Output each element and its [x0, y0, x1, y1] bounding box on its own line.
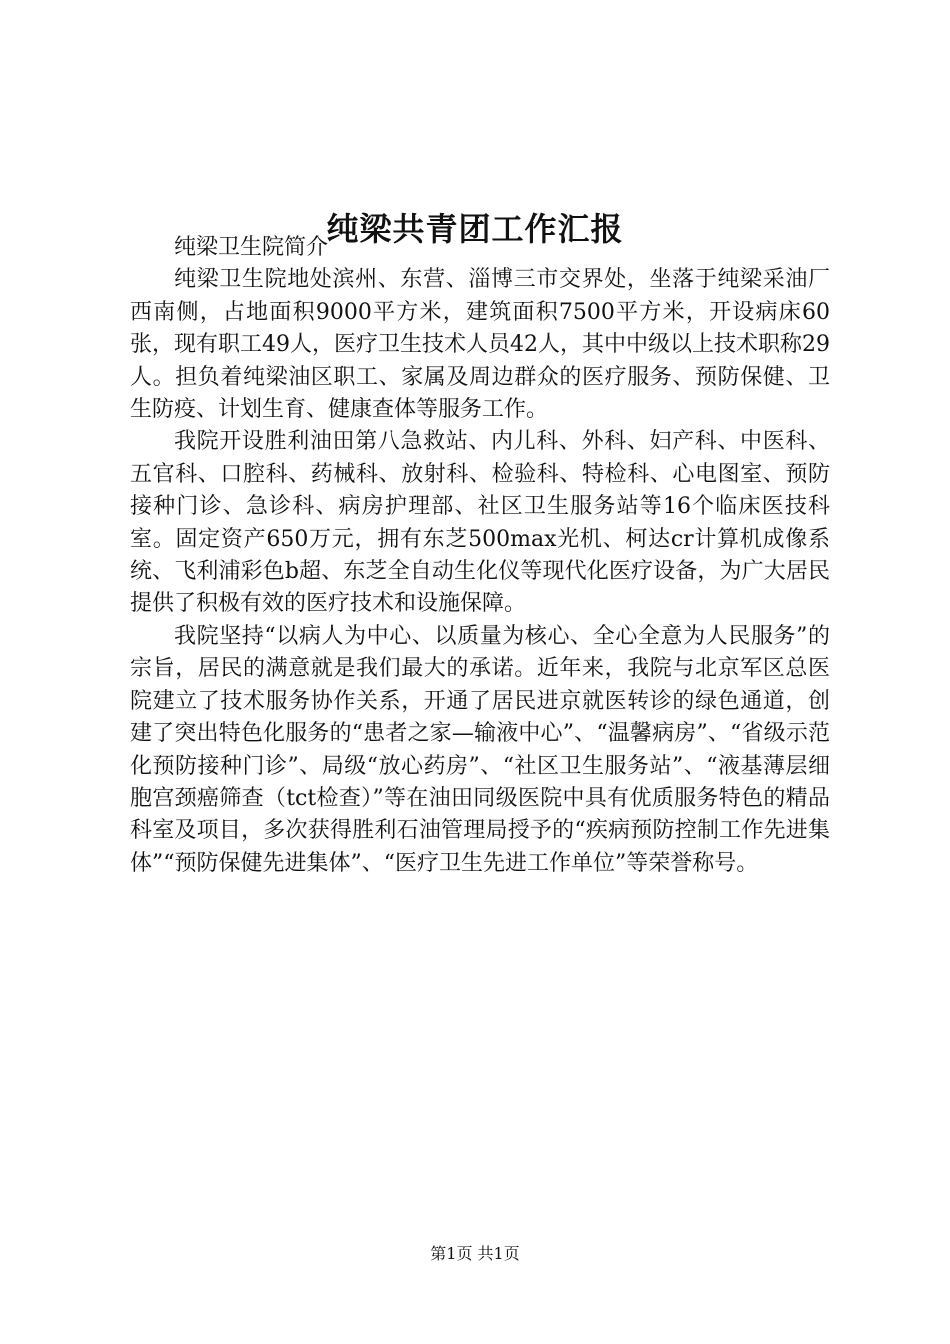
paragraph-service: 我院坚持“以病人为中心、以质量为核心、全心全意为人民服务”的宗旨，居民的满意就是我们最大的承诺。近年来，我院与北京军区总医院建立了技术服务协作关系，开通了居民进京就医转诊的绿色通道，创建了突出特色化服务的“患者之家—输液中心”、“温馨病房”、“省级示范化预防接种门诊”、局级“放心药房”、“社区卫生服务站”、“液基薄层细胞宫颈癌筛查（tct检查）”等在油田同级医院中具有优质服务特色的精品科室及项目，多次获得胜利石油管理局授予的“疾病预防控制工作先进集体”“预防保健先进集体”、“医疗卫生先进工作单位”等荣誉称号。 [130, 623, 830, 876]
section-heading: 纯梁卫生院简介 [174, 235, 329, 260]
document-title: 纯梁共青团工作汇报 [326, 210, 624, 249]
document-body [130, 232, 830, 880]
paragraph-departments: 我院开设胜利油田第八急救站、内儿科、外科、妇产科、中医科、五官科、口腔科、药械科、放射科、检验科、特检科、心电图室、预防接种门诊、急诊科、病房护理部、社区卫生服务站等16个临床医技科室。固定资产650万元，拥有东芝500max光机、柯达cr计算机成像系统、飞利浦彩色b超、东芝全自动生化仪等现代化医疗设备，为广大居民提供了积极有效的医疗技术和设施保障。 [130, 429, 830, 617]
paragraph-overview: 纯梁卫生院地处滨州、东营、淄博三市交界处，坐落于纯梁采油厂西南侧，占地面积9000平方米，建筑面积7500平方米，开设病床60张，现有职工49人，医疗卫生技术人员42人，其中中级以上技术职称29人。担负着纯梁油区职工、家属及周边群众的医疗服务、预防保健、卫生防疫、计划生育、健康查体等服务工作。 [130, 267, 830, 423]
page-footer: 第1页 共1页 [430, 1244, 520, 1263]
